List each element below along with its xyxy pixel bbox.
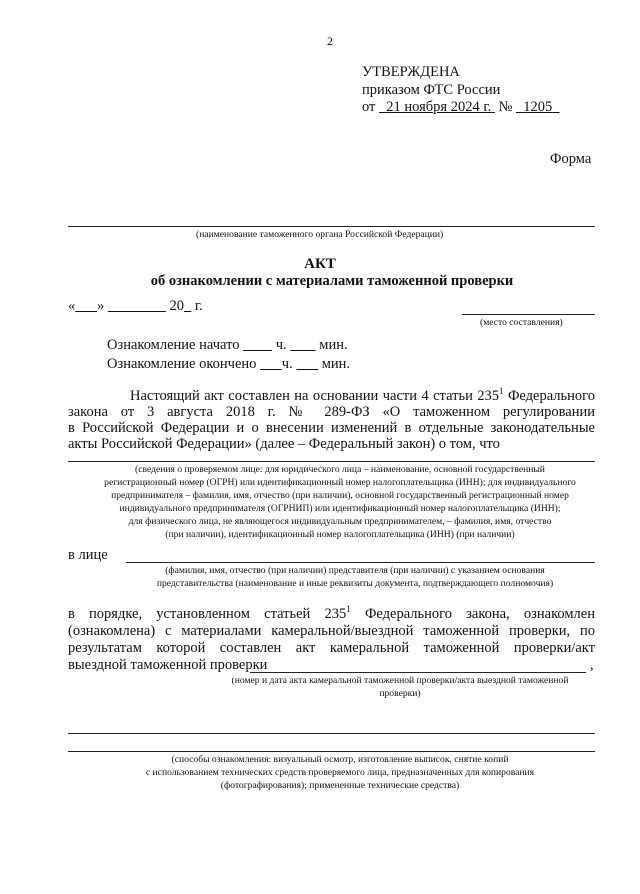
act-number-line	[250, 672, 586, 673]
intro-line-4: акты Российской Федерации» (далее – Федеральный закон) о том, что	[68, 436, 500, 452]
intro-line-1: Настоящий акт составлен на основании части 4 статьи $235^1$ Федерального	[130, 386, 595, 404]
intro-line-2: закона от 3 августа 2018 г. № 289-ФЗ «О таможенном регулировании	[68, 404, 595, 420]
approval-date-line	[362, 99, 560, 116]
procedure-line-2: (ознакомлена) с материалами камеральной/выездной таможенной проверки, по	[68, 623, 595, 639]
start-line: Ознакомление начато ч. мин.	[107, 337, 348, 353]
form-label: Форма	[550, 151, 592, 167]
page-number: 2	[327, 34, 333, 48]
procedure-comma: ,	[590, 657, 594, 673]
doc-title: АКТ	[304, 256, 336, 272]
approval-title: УТВЕРЖДЕНА	[362, 64, 460, 80]
in-person-label: в лице	[68, 547, 108, 563]
procedure-line-3: результатам которой составлен акт камеральной таможенной проверки/акт	[68, 640, 595, 656]
approval-number: 1205	[523, 99, 553, 115]
place-line	[462, 314, 595, 315]
customs-authority-caption: (наименование таможенного органа Российской Федерации)	[196, 229, 444, 240]
approval-date: 21 ноября 2024 г.	[386, 99, 492, 115]
approval-order: приказом ФТС России	[362, 82, 501, 98]
customs-authority-line	[68, 226, 595, 227]
methods-line-2	[68, 751, 595, 752]
representative-caption: (фамилия, имя, отчество (при наличии) представителя (при наличии) с указанием основания представительства (наименование и иные реквизиты документа, подтверждающего полномочия)	[156, 565, 554, 589]
procedure-line-1: в порядке, установленном статьей $235^1$ Федерального закона, ознакомлен	[68, 604, 595, 622]
approval-number-sign: №	[498, 99, 513, 115]
end-line: Ознакомление окончено ч. мин.	[107, 356, 351, 372]
place-caption: (место составления)	[480, 317, 563, 328]
doc-subtitle: об ознакомлении с материалами таможенной проверки	[150, 273, 514, 289]
date-line: « » 20 г.	[68, 298, 203, 314]
act-number-caption: (номер и дата акта камеральной таможенной проверки/акта выездной таможенной проверки)	[231, 675, 569, 699]
procedure-line-4: выездной таможенной проверки	[68, 657, 268, 673]
approval-date-prefix: от	[362, 99, 376, 115]
methods-caption: (способы ознакомления: визуальный осмотр, изготовление выписок, снятие копий с использованием технических средств проверяемого лица, предназначенных для копирования (фотографирования); примененные технические средства)	[145, 754, 535, 791]
person-line	[68, 461, 595, 462]
methods-line-1	[68, 733, 595, 734]
representative-line	[126, 562, 595, 563]
intro-line-3: в Российской Федерации и о внесении изменений в отдельные законодательные	[68, 420, 595, 436]
person-caption: (сведения о проверяемом лице: для юридического лица – наименование, основной государственный регистрационный номер (ОГРН) или идентификационный номер налогоплательщика (ИНН); для индивидуального предпринимателя – фамилия, имя, отчество (при наличии), основной государственный регистрационный номер индивидуального предпринимателя (ОГРНИП) или идентификационный номер налогоплательщика (ИНН); для физического лица, не являющегося индивидуальным предпринимателем, – фамилия, имя, отчество (при наличии), идентификационный номер налогоплательщика (ИНН) (при наличии)	[104, 464, 576, 540]
